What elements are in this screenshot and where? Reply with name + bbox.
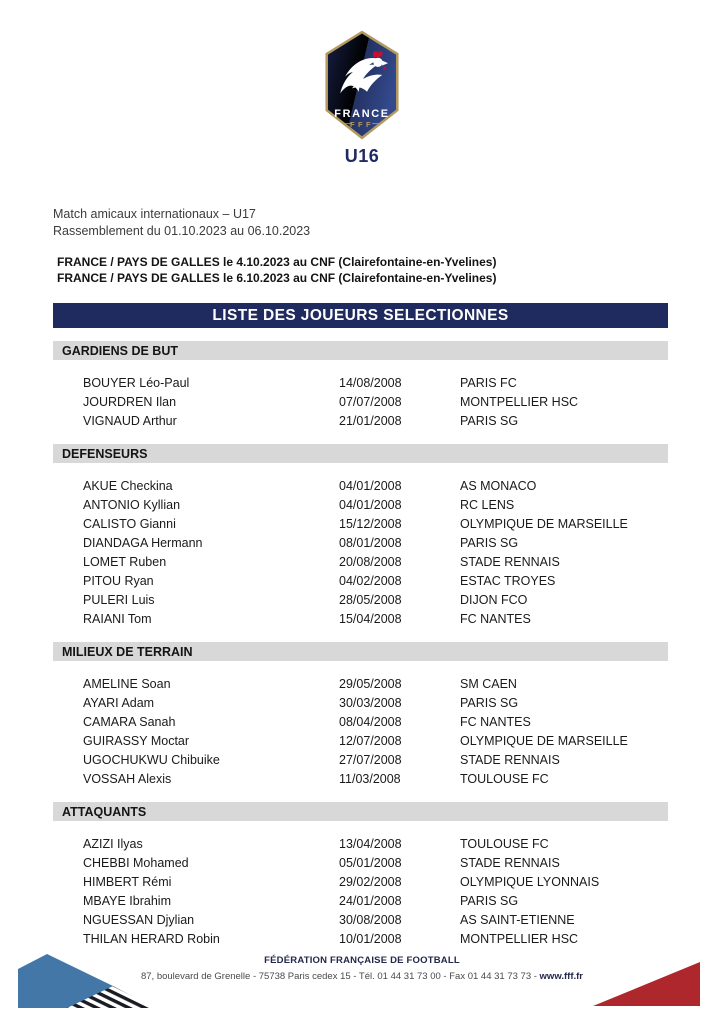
player-name: HIMBERT Rémi	[83, 874, 172, 889]
letterhead-right-graphic	[593, 962, 701, 1007]
player-birthdate: 05/01/2008	[339, 855, 402, 870]
squad-section	[53, 444, 668, 642]
player-name: CALISTO Gianni	[83, 516, 176, 531]
player-birthdate: 10/01/2008	[339, 931, 402, 946]
player-birthdate: 04/01/2008	[339, 497, 402, 512]
player-birthdate: 13/04/2008	[339, 836, 402, 851]
squad-section	[53, 802, 668, 962]
player-name: LOMET Ruben	[83, 554, 167, 569]
player-club: OLYMPIQUE LYONNAIS	[460, 874, 600, 889]
player-birthdate: 04/02/2008	[339, 573, 402, 588]
table-row	[53, 750, 668, 769]
table-row	[53, 411, 668, 430]
player-club: STADE RENNAIS	[460, 752, 560, 767]
player-club: FC NANTES	[460, 714, 531, 729]
player-club: STADE RENNAIS	[460, 554, 560, 569]
player-name: AZIZI Ilyas	[83, 836, 143, 851]
player-birthdate: 04/01/2008	[339, 478, 402, 493]
table-row	[53, 514, 668, 533]
table-row	[53, 609, 668, 628]
table-row	[53, 674, 668, 693]
player-club: PARIS SG	[460, 893, 519, 908]
header-line-2: Rassemblement du 01.10.2023 au 06.10.2023	[53, 224, 311, 238]
section-header: DEFENSEURS	[53, 444, 668, 463]
player-club: PARIS SG	[460, 695, 519, 710]
player-name: GUIRASSY Moctar	[83, 733, 190, 748]
player-rows	[53, 661, 668, 802]
player-name: VIGNAUD Arthur	[83, 413, 177, 428]
player-birthdate: 15/12/2008	[339, 516, 402, 531]
footer-org-name: FÉDÉRATION FRANÇAISE DE FOOTBALL	[264, 955, 460, 966]
table-row	[53, 373, 668, 392]
player-name: VOSSAH Alexis	[83, 771, 172, 786]
section-header: GARDIENS DE BUT	[53, 341, 668, 360]
player-birthdate: 14/08/2008	[339, 375, 402, 390]
player-birthdate: 15/04/2008	[339, 611, 402, 626]
table-row	[53, 392, 668, 411]
header-block	[53, 206, 310, 240]
player-name: PITOU Ryan	[83, 573, 154, 588]
player-rows	[53, 821, 668, 962]
player-rows	[53, 463, 668, 642]
table-row	[53, 872, 668, 891]
table-row	[53, 571, 668, 590]
player-birthdate: 28/05/2008	[339, 592, 402, 607]
player-name: AYARI Adam	[83, 695, 155, 710]
player-club: OLYMPIQUE DE MARSEILLE	[460, 733, 628, 748]
player-birthdate: 24/01/2008	[339, 893, 402, 908]
player-club: ESTAC TROYES	[460, 573, 556, 588]
player-birthdate: 30/03/2008	[339, 695, 402, 710]
player-birthdate: 21/01/2008	[339, 413, 402, 428]
category-label: U16	[344, 146, 380, 166]
player-name: NGUESSAN Djylian	[83, 912, 195, 927]
table-row	[53, 533, 668, 552]
player-birthdate: 20/08/2008	[339, 554, 402, 569]
player-club: AS SAINT-ETIENNE	[460, 912, 575, 927]
player-birthdate: 27/07/2008	[339, 752, 402, 767]
player-name: PULERI Luis	[83, 592, 155, 607]
player-club: AS MONACO	[460, 478, 537, 493]
squad-section	[53, 642, 668, 802]
table-row	[53, 929, 668, 948]
player-club: TOULOUSE FC	[460, 771, 549, 786]
table-row	[53, 552, 668, 571]
player-club: PARIS SG	[460, 535, 519, 550]
table-row	[53, 476, 668, 495]
player-name: UGOCHUKWU Chibuike	[83, 752, 220, 767]
section-header: MILIEUX DE TERRAIN	[53, 642, 668, 661]
header-line-1: Match amicaux internationaux – U17	[53, 207, 256, 221]
player-club: MONTPELLIER HSC	[460, 394, 579, 409]
player-birthdate: 30/08/2008	[339, 912, 402, 927]
crest-fff-text: FFF	[350, 119, 374, 129]
fff-crest-icon	[320, 28, 404, 142]
player-name: CAMARA Sanah	[83, 714, 176, 729]
match-line-2: FRANCE / PAYS DE GALLES le 6.10.2023 au CNF (Clairefontaine-en-Yvelines)	[57, 270, 497, 285]
player-club: DIJON FCO	[460, 592, 528, 607]
crest-country-text: FRANCE	[334, 107, 390, 120]
player-name: AMELINE Soan	[83, 676, 171, 691]
player-name: MBAYE Ibrahim	[83, 893, 171, 908]
list-title-banner: LISTE DES JOUEURS SELECTIONNES	[53, 303, 668, 328]
player-rows	[53, 360, 668, 444]
player-name: THILAN HERARD Robin	[83, 931, 220, 946]
player-club: PARIS FC	[460, 375, 517, 390]
player-club: TOULOUSE FC	[460, 836, 549, 851]
logo-block	[0, 28, 724, 167]
player-birthdate: 29/05/2008	[339, 676, 402, 691]
player-birthdate: 11/03/2008	[339, 771, 401, 786]
squad-section	[53, 341, 668, 444]
player-club: STADE RENNAIS	[460, 855, 560, 870]
player-name: JOURDREN Ilan	[83, 394, 177, 409]
player-birthdate: 12/07/2008	[339, 733, 402, 748]
player-birthdate: 08/01/2008	[339, 535, 402, 550]
table-row	[53, 590, 668, 609]
table-row	[53, 910, 668, 929]
table-row	[53, 834, 668, 853]
player-birthdate: 08/04/2008	[339, 714, 402, 729]
player-name: CHEBBI Mohamed	[83, 855, 189, 870]
footer-website: www.fff.fr	[539, 971, 583, 982]
player-name: BOUYER Léo-Paul	[83, 375, 190, 390]
player-name: DIANDAGA Hermann	[83, 535, 203, 550]
footer-address-text: 87, boulevard de Grenelle - 75738 Paris cedex 15 - Tél. 01 44 31 73 00 - Fax 01 44 31 73 73 -	[140, 971, 540, 982]
player-club: SM CAEN	[460, 676, 517, 691]
table-row	[53, 769, 668, 788]
match-line-1: FRANCE / PAYS DE GALLES le 4.10.2023 au CNF (Clairefontaine-en-Yvelines)	[57, 255, 497, 269]
table-row	[53, 693, 668, 712]
section-header: ATTAQUANTS	[53, 802, 668, 821]
player-birthdate: 29/02/2008	[339, 874, 402, 889]
table-row	[53, 731, 668, 750]
player-name: ANTONIO Kyllian	[83, 497, 181, 512]
player-name: AKUE Checkina	[83, 478, 173, 493]
player-club: PARIS SG	[460, 413, 519, 428]
match-lines	[57, 255, 496, 286]
table-row	[53, 712, 668, 731]
letterhead-left-graphic	[14, 950, 164, 1012]
player-club: MONTPELLIER HSC	[460, 931, 579, 946]
player-birthdate: 07/07/2008	[339, 394, 402, 409]
player-name: RAIANI Tom	[83, 611, 152, 626]
table-row	[53, 891, 668, 910]
table-row	[53, 853, 668, 872]
player-club: RC LENS	[460, 497, 515, 512]
player-club: OLYMPIQUE DE MARSEILLE	[460, 516, 628, 531]
sections	[53, 341, 668, 962]
player-club: FC NANTES	[460, 611, 531, 626]
table-row	[53, 495, 668, 514]
